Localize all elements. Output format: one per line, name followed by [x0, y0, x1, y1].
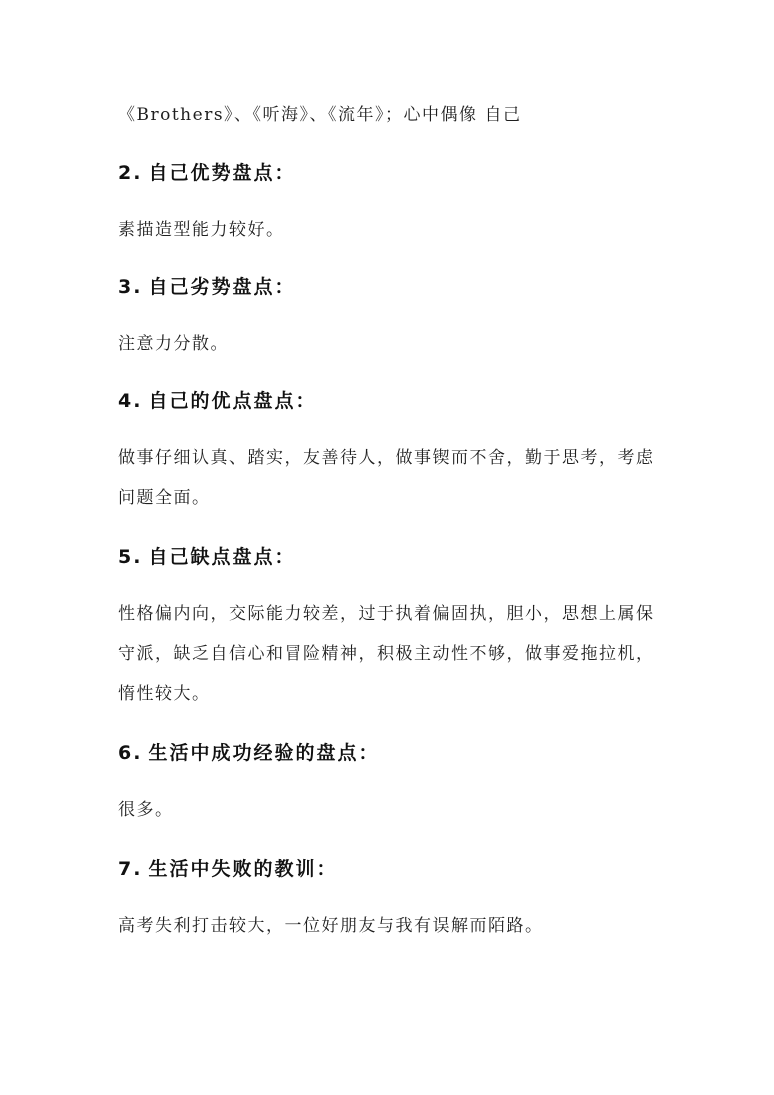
section-number: 5. [118, 546, 143, 568]
section-heading-7 [118, 854, 663, 884]
section-heading-3 [118, 272, 663, 302]
section-title: 自己优势盘点： [148, 162, 296, 184]
section-body-5: 性格偏内向，交际能力较差，过于执着偏固执，胆小，思想上属保守派，缺乏自信心和冒险精神，积极主动性不够，做事爱拖拉机，惰性较大。 [118, 604, 655, 704]
section-number: 4. [118, 390, 143, 412]
section-heading-6 [118, 738, 663, 768]
section-body-7: 高考失利打击较大，一位好朋友与我有误解而陌路。 [118, 916, 544, 936]
section-body-2: 素描造型能力较好。 [118, 220, 285, 240]
section-title: 自己缺点盘点： [148, 546, 296, 568]
section-body-6: 很多。 [118, 800, 174, 820]
intro-line: 《Brothers》、《听海》、《流年》；心中偶像 自己 [118, 105, 522, 125]
section-title: 自己的优点盘点： [148, 390, 317, 412]
section-title: 生活中失败的教训： [148, 858, 338, 880]
section-heading-5 [118, 542, 663, 572]
section-body-3: 注意力分散。 [118, 334, 229, 354]
section-number: 7. [118, 858, 143, 880]
section-number: 6. [118, 742, 143, 764]
section-heading-4 [118, 386, 663, 416]
section-heading-2 [118, 158, 663, 188]
section-body-4: 做事仔细认真、踏实，友善待人，做事锲而不舍，勤于思考，考虑问题全面。 [118, 448, 655, 508]
section-title: 自己劣势盘点： [148, 276, 296, 298]
section-title: 生活中成功经验的盘点： [148, 742, 380, 764]
section-number: 3. [118, 276, 143, 298]
section-number: 2. [118, 162, 143, 184]
